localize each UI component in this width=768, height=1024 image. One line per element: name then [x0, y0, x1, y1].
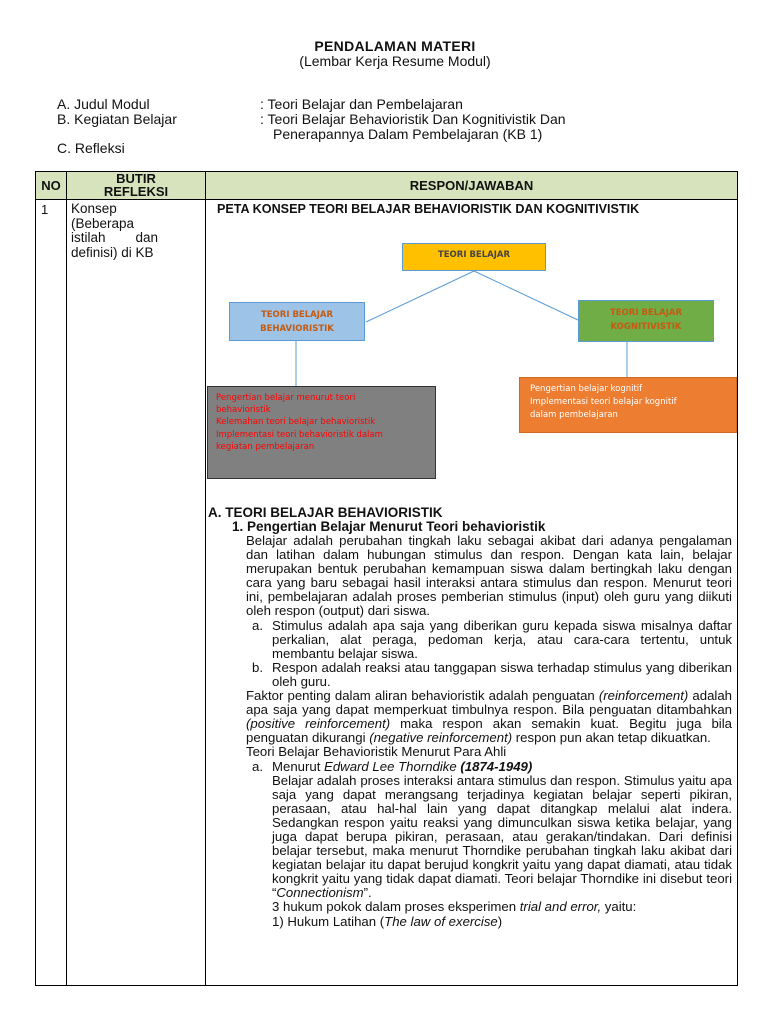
paragraph-experts-heading: Teori Belajar Behavioristik Menurut Para Ahli [246, 744, 507, 760]
butir-line-4: definisi) di KB [71, 244, 154, 260]
thorndike-term: Connectionism [276, 885, 364, 901]
expert-prefix: Menurut [272, 758, 325, 774]
concept-node-kognitivistik-line1: TEORI BELAJAR [609, 308, 683, 318]
trial-error-end: yaitu: [601, 899, 637, 915]
paragraph-definition: Belajar adalah perubahan tingkah laku sebagai akibat dari adanya pengalaman dan latihan dalam hubungan stimulus dan respon. Dengan kata lain, belajar merupakan bentuk perubahan kemampuan siswa dalam bertingkah laku dengan cara yang baru sebagai hasil interaksi antara stimulus dan respon. Menurut teori ini, pembelajaran adalah proses pemberian stimulus (input) oleh guru yang diikuti oleh respon (output) dari siswa. [246, 533, 732, 619]
expert-label-a: a. [252, 758, 263, 774]
paragraph-reinforcement [246, 689, 732, 745]
detail-behavioristik-line-1: Pengertian belajar menurut teori [216, 393, 356, 403]
meta-value-kegiatan: : Teori Belajar Behavioristik Dan Kognitivistik Dan [260, 111, 566, 127]
table-col-divider-1 [66, 171, 67, 986]
detail-behavioristik-line-4: Implementasi teori behavioristik dalam [216, 429, 383, 440]
concept-node-behavioristik-line1: TEORI BELAJAR [260, 310, 334, 320]
trial-error-text: 3 hukum pokok dalam proses eksperimen [272, 899, 520, 915]
list-item-stimulus [252, 619, 732, 661]
expert-name: Edward Lee Thorndike [324, 758, 457, 774]
col-header-butir-line2: REFLEKSI [103, 184, 169, 199]
reinforcement-text-3: maka respon akan semakin kuat. Begitu juga bila penguatan dikurangi [246, 716, 732, 746]
concept-node-kognitivistik-line2: KOGNITIVISTIK [610, 322, 682, 332]
meta-value-kegiatan-cont: Penerapannya Dalam Pembelajaran (KB 1) [273, 126, 543, 142]
detail-behavioristik-line-3: Kelemahan teori belajar behavioristik [216, 417, 376, 428]
page-subtitle: (Lembar Kerja Resume Modul) [299, 53, 491, 69]
paragraph-thorndike [272, 774, 732, 901]
reinforcement-term-2: (positive reinforcement) [246, 716, 391, 732]
expert-heading [268, 760, 532, 774]
meta-label-judul: A. Judul Modul [57, 96, 150, 112]
butir-line-2: (Beberapa [71, 215, 135, 231]
law-item-1 [272, 915, 732, 929]
detail-behavioristik-line-5: kegiatan pembelajaran [216, 441, 315, 452]
reinforcement-term-3: (negative reinforcement) [369, 730, 513, 746]
content-body [246, 534, 732, 929]
reinforcement-text-1: Faktor penting dalam aliran behavioristik adalah penguatan [246, 688, 595, 704]
concept-node-kognitivistik [578, 300, 714, 342]
meta-label-kegiatan: B. Kegiatan Belajar [57, 111, 177, 127]
thorndike-body [272, 774, 732, 929]
col-header-butir [67, 172, 205, 198]
detail-behavioristik-line-2: behavioristik [216, 405, 271, 416]
concept-node-root-label: TEORI BELAJAR [437, 250, 511, 260]
thorndike-text: Belajar adalah proses interaksi antara stimulus dan respon. Stimulus yaitu apa saja yang dapat merangsang terjadinya kegiatan belajar seperti pikiran, perasaan, atau hal-hal lain yang dapat ditangkap melalui alat indera. Sedangkan respon yaitu reaksi yang dimunculkan siswa ketika belajar, yang juga dapat berupa pikiran, perasaan, atau gerakan/tindakan. Dari definisi belajar tersebut, maka menurut Thorndike perubahan tingkah laku akibat dari kegiatan belajar itu dapat berujud kongkrit yaitu yang dapat diamati, atau tidak kongkrit yaitu yang tidak dapat diamati. Teori belajar Thorndike ini disebut teori “ [272, 772, 732, 901]
thorndike-text-end: ”. [363, 885, 372, 901]
law-1-text: 1) Hukum Latihan ( [272, 913, 385, 929]
detail-kognitivistik-line-2: Implementasi teori belajar kognitif [530, 396, 677, 407]
butir-line-1: Konsep [71, 201, 117, 216]
detail-kognitivistik-line-1: Pengertian belajar kognitif [530, 384, 643, 394]
detail-kognitivistik-line-3: dalam pembelajaran [530, 409, 618, 420]
col-header-butir-line1: BUTIR [116, 171, 156, 186]
list-text-respon: Respon adalah reaksi atau tanggapan siswa terhadap stimulus yang diberikan oleh guru. [272, 659, 732, 689]
list-text-stimulus: Stimulus adalah apa saja yang diberikan guru kepada siswa misalnya daftar perkalian, alat peraga, pedoman kerja, atau cara-cara tertentu, untuk membantu belajar siswa. [272, 617, 732, 661]
reinforcement-text-2: adalah apa saja yang dapat memperkuat timbulnya respon. Bila penguatan ditambahkan [246, 688, 733, 718]
concept-detail-behavioristik [207, 386, 436, 479]
concept-map-heading: PETA KONSEP TEORI BELAJAR BEHAVIORISTIK DAN KOGNITIVISTIK [217, 202, 640, 216]
connector-root-left [366, 271, 474, 322]
col-header-respon: RESPON/JAWABAN [409, 178, 534, 193]
connector-root-right [474, 271, 578, 320]
row-number: 1 [41, 202, 49, 217]
concept-node-root [402, 243, 546, 271]
paragraph-trial-error [272, 900, 732, 914]
concept-detail-kognitivistik [519, 377, 737, 433]
col-header-no: NO [41, 178, 61, 193]
meta-label-refleksi: C. Refleksi [57, 140, 125, 156]
table-header-divider [35, 199, 738, 200]
page-title: PENDALAMAN MATERI [314, 38, 476, 54]
butir-line-3: istilah dan [71, 230, 159, 245]
concept-node-behavioristik-line2: BEHAVIORISTIK [260, 324, 334, 334]
reinforcement-term-1: (reinforcement) [598, 688, 689, 704]
expert-item-thorndike [252, 760, 732, 774]
expert-years: (1874-1949) [460, 758, 533, 774]
concept-node-behavioristik [229, 302, 365, 341]
list-label-a: a. [252, 617, 263, 633]
subsection-1-heading: 1. Pengertian Belajar Menurut Teori behavioristik [232, 519, 546, 534]
law-1-end: ) [497, 913, 503, 929]
law-1-term: The law of exercise [384, 913, 498, 929]
list-item-respon [252, 661, 732, 689]
butir-cell [71, 202, 199, 260]
section-a-heading: A. TEORI BELAJAR BEHAVIORISTIK [208, 505, 443, 520]
meta-value-judul: : Teori Belajar dan Pembelajaran [260, 96, 463, 112]
reinforcement-text-4: respon pun akan tetap dikuatkan. [512, 730, 711, 746]
trial-error-term: trial and error, [519, 899, 602, 915]
list-label-b: b. [252, 659, 263, 675]
